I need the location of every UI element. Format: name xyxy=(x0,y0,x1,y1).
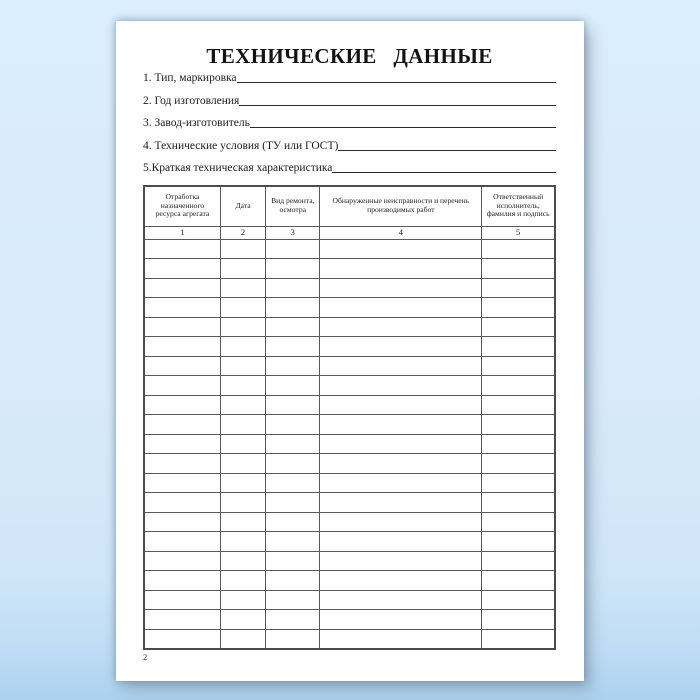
column-number: 2 xyxy=(220,226,265,239)
empty-cell xyxy=(266,454,320,474)
empty-cell xyxy=(482,259,555,279)
form-fields xyxy=(143,72,556,175)
empty-cell xyxy=(320,590,482,610)
empty-cell xyxy=(482,278,555,298)
empty-cell xyxy=(320,629,482,649)
empty-cell xyxy=(266,512,320,532)
empty-cell xyxy=(482,239,555,259)
empty-cell xyxy=(266,278,320,298)
empty-cell xyxy=(220,532,265,552)
empty-cell xyxy=(482,298,555,318)
technical-data-table xyxy=(143,185,556,651)
empty-cell xyxy=(220,473,265,493)
empty-cell xyxy=(266,376,320,396)
empty-cell xyxy=(320,239,482,259)
empty-cell xyxy=(320,259,482,279)
empty-cell xyxy=(482,415,555,435)
empty-cell xyxy=(320,317,482,337)
table-header-row xyxy=(144,186,555,227)
empty-cell xyxy=(482,610,555,630)
column-number: 1 xyxy=(144,226,220,239)
empty-cell xyxy=(144,317,220,337)
table-row xyxy=(144,376,555,396)
table-head xyxy=(144,186,555,240)
empty-cell xyxy=(144,629,220,649)
table-column-number-row xyxy=(144,226,555,239)
table-row xyxy=(144,454,555,474)
empty-cell xyxy=(320,415,482,435)
table-row xyxy=(144,337,555,357)
empty-cell xyxy=(320,434,482,454)
column-number: 4 xyxy=(320,226,482,239)
empty-cell xyxy=(320,512,482,532)
field-blank-line xyxy=(338,149,556,151)
empty-cell xyxy=(220,571,265,591)
empty-cell xyxy=(482,356,555,376)
empty-cell xyxy=(266,629,320,649)
table-row xyxy=(144,259,555,279)
empty-cell xyxy=(144,512,220,532)
empty-cell xyxy=(144,551,220,571)
field-blank-line xyxy=(237,81,556,83)
page-number: 2 xyxy=(143,652,148,662)
empty-cell xyxy=(144,571,220,591)
field-label: 1. Тип, маркировка xyxy=(143,72,237,84)
table-row xyxy=(144,415,555,435)
empty-cell xyxy=(482,376,555,396)
empty-cell xyxy=(220,434,265,454)
empty-cell xyxy=(320,551,482,571)
empty-cell xyxy=(266,532,320,552)
column-header: Обнаруженные неисправности и перечень производимых работ xyxy=(320,186,482,227)
table-row xyxy=(144,590,555,610)
empty-cell xyxy=(220,298,265,318)
empty-cell xyxy=(482,551,555,571)
column-header: Дата xyxy=(220,186,265,227)
empty-cell xyxy=(220,317,265,337)
table-row xyxy=(144,571,555,591)
empty-cell xyxy=(482,512,555,532)
table-row xyxy=(144,298,555,318)
empty-cell xyxy=(220,259,265,279)
empty-cell xyxy=(482,571,555,591)
form-field-1 xyxy=(143,72,556,85)
table-row xyxy=(144,317,555,337)
empty-cell xyxy=(266,590,320,610)
table-row xyxy=(144,473,555,493)
field-blank-line xyxy=(332,171,556,173)
empty-cell xyxy=(220,512,265,532)
empty-cell xyxy=(482,337,555,357)
empty-cell xyxy=(266,551,320,571)
empty-cell xyxy=(320,493,482,513)
empty-cell xyxy=(266,415,320,435)
empty-cell xyxy=(482,454,555,474)
empty-cell xyxy=(320,376,482,396)
table-row xyxy=(144,512,555,532)
empty-cell xyxy=(220,454,265,474)
empty-cell xyxy=(144,395,220,415)
empty-cell xyxy=(482,434,555,454)
empty-cell xyxy=(144,590,220,610)
empty-cell xyxy=(144,239,220,259)
empty-cell xyxy=(144,259,220,279)
empty-cell xyxy=(144,298,220,318)
empty-cell xyxy=(320,454,482,474)
empty-cell xyxy=(220,278,265,298)
empty-cell xyxy=(266,317,320,337)
table-row xyxy=(144,532,555,552)
empty-cell xyxy=(482,317,555,337)
empty-cell xyxy=(144,454,220,474)
column-number: 3 xyxy=(266,226,320,239)
empty-cell xyxy=(220,356,265,376)
empty-cell xyxy=(266,259,320,279)
form-field-5 xyxy=(143,162,556,175)
empty-cell xyxy=(320,610,482,630)
column-number: 5 xyxy=(482,226,555,239)
empty-cell xyxy=(220,239,265,259)
table-row xyxy=(144,629,555,649)
form-field-2 xyxy=(143,95,556,108)
field-blank-line xyxy=(250,126,556,128)
form-field-4 xyxy=(143,140,556,153)
empty-cell xyxy=(220,610,265,630)
table-body xyxy=(144,239,555,649)
empty-cell xyxy=(144,434,220,454)
table-row xyxy=(144,434,555,454)
empty-cell xyxy=(220,337,265,357)
empty-cell xyxy=(144,415,220,435)
empty-cell xyxy=(482,473,555,493)
empty-cell xyxy=(220,629,265,649)
field-label: 4. Технические условия (ТУ или ГОСТ) xyxy=(143,139,339,152)
empty-cell xyxy=(266,473,320,493)
empty-cell xyxy=(144,278,220,298)
document-page xyxy=(116,21,584,681)
empty-cell xyxy=(220,493,265,513)
field-label: 2. Год изготовления xyxy=(143,94,240,107)
empty-cell xyxy=(320,532,482,552)
empty-cell xyxy=(144,337,220,357)
empty-cell xyxy=(220,415,265,435)
column-header: Вид ремонта, осмотра xyxy=(266,186,320,227)
column-header: Ответственный исполнитель, фамилия и подпись xyxy=(482,186,555,227)
field-label: 3. Завод-изготовитель xyxy=(143,117,250,129)
empty-cell xyxy=(482,629,555,649)
empty-cell xyxy=(144,610,220,630)
form-field-3 xyxy=(143,117,556,130)
empty-cell xyxy=(320,571,482,591)
table-row xyxy=(144,239,555,259)
table-row xyxy=(144,493,555,513)
empty-cell xyxy=(220,376,265,396)
empty-cell xyxy=(266,395,320,415)
empty-cell xyxy=(482,532,555,552)
table-row xyxy=(144,278,555,298)
table-row xyxy=(144,610,555,630)
empty-cell xyxy=(266,493,320,513)
field-label: 5.Краткая техническая характеристика xyxy=(143,162,333,174)
empty-cell xyxy=(266,356,320,376)
page-title: ТЕХНИЧЕСКИЕ ДАННЫЕ xyxy=(206,44,493,68)
empty-cell xyxy=(266,610,320,630)
empty-cell xyxy=(220,395,265,415)
empty-cell xyxy=(144,356,220,376)
empty-cell xyxy=(266,571,320,591)
empty-cell xyxy=(266,434,320,454)
empty-cell xyxy=(144,473,220,493)
empty-cell xyxy=(320,278,482,298)
empty-cell xyxy=(266,337,320,357)
table-row xyxy=(144,356,555,376)
empty-cell xyxy=(482,395,555,415)
empty-cell xyxy=(320,473,482,493)
empty-cell xyxy=(266,298,320,318)
table-row xyxy=(144,551,555,571)
column-header: Отработка назначенного ресурса агрегата xyxy=(144,186,220,227)
empty-cell xyxy=(482,590,555,610)
empty-cell xyxy=(220,551,265,571)
empty-cell xyxy=(220,590,265,610)
empty-cell xyxy=(320,298,482,318)
empty-cell xyxy=(144,532,220,552)
table-row xyxy=(144,395,555,415)
empty-cell xyxy=(320,395,482,415)
empty-cell xyxy=(144,376,220,396)
empty-cell xyxy=(320,356,482,376)
empty-cell xyxy=(144,493,220,513)
empty-cell xyxy=(320,337,482,357)
field-blank-line xyxy=(239,104,556,106)
empty-cell xyxy=(266,239,320,259)
empty-cell xyxy=(482,493,555,513)
